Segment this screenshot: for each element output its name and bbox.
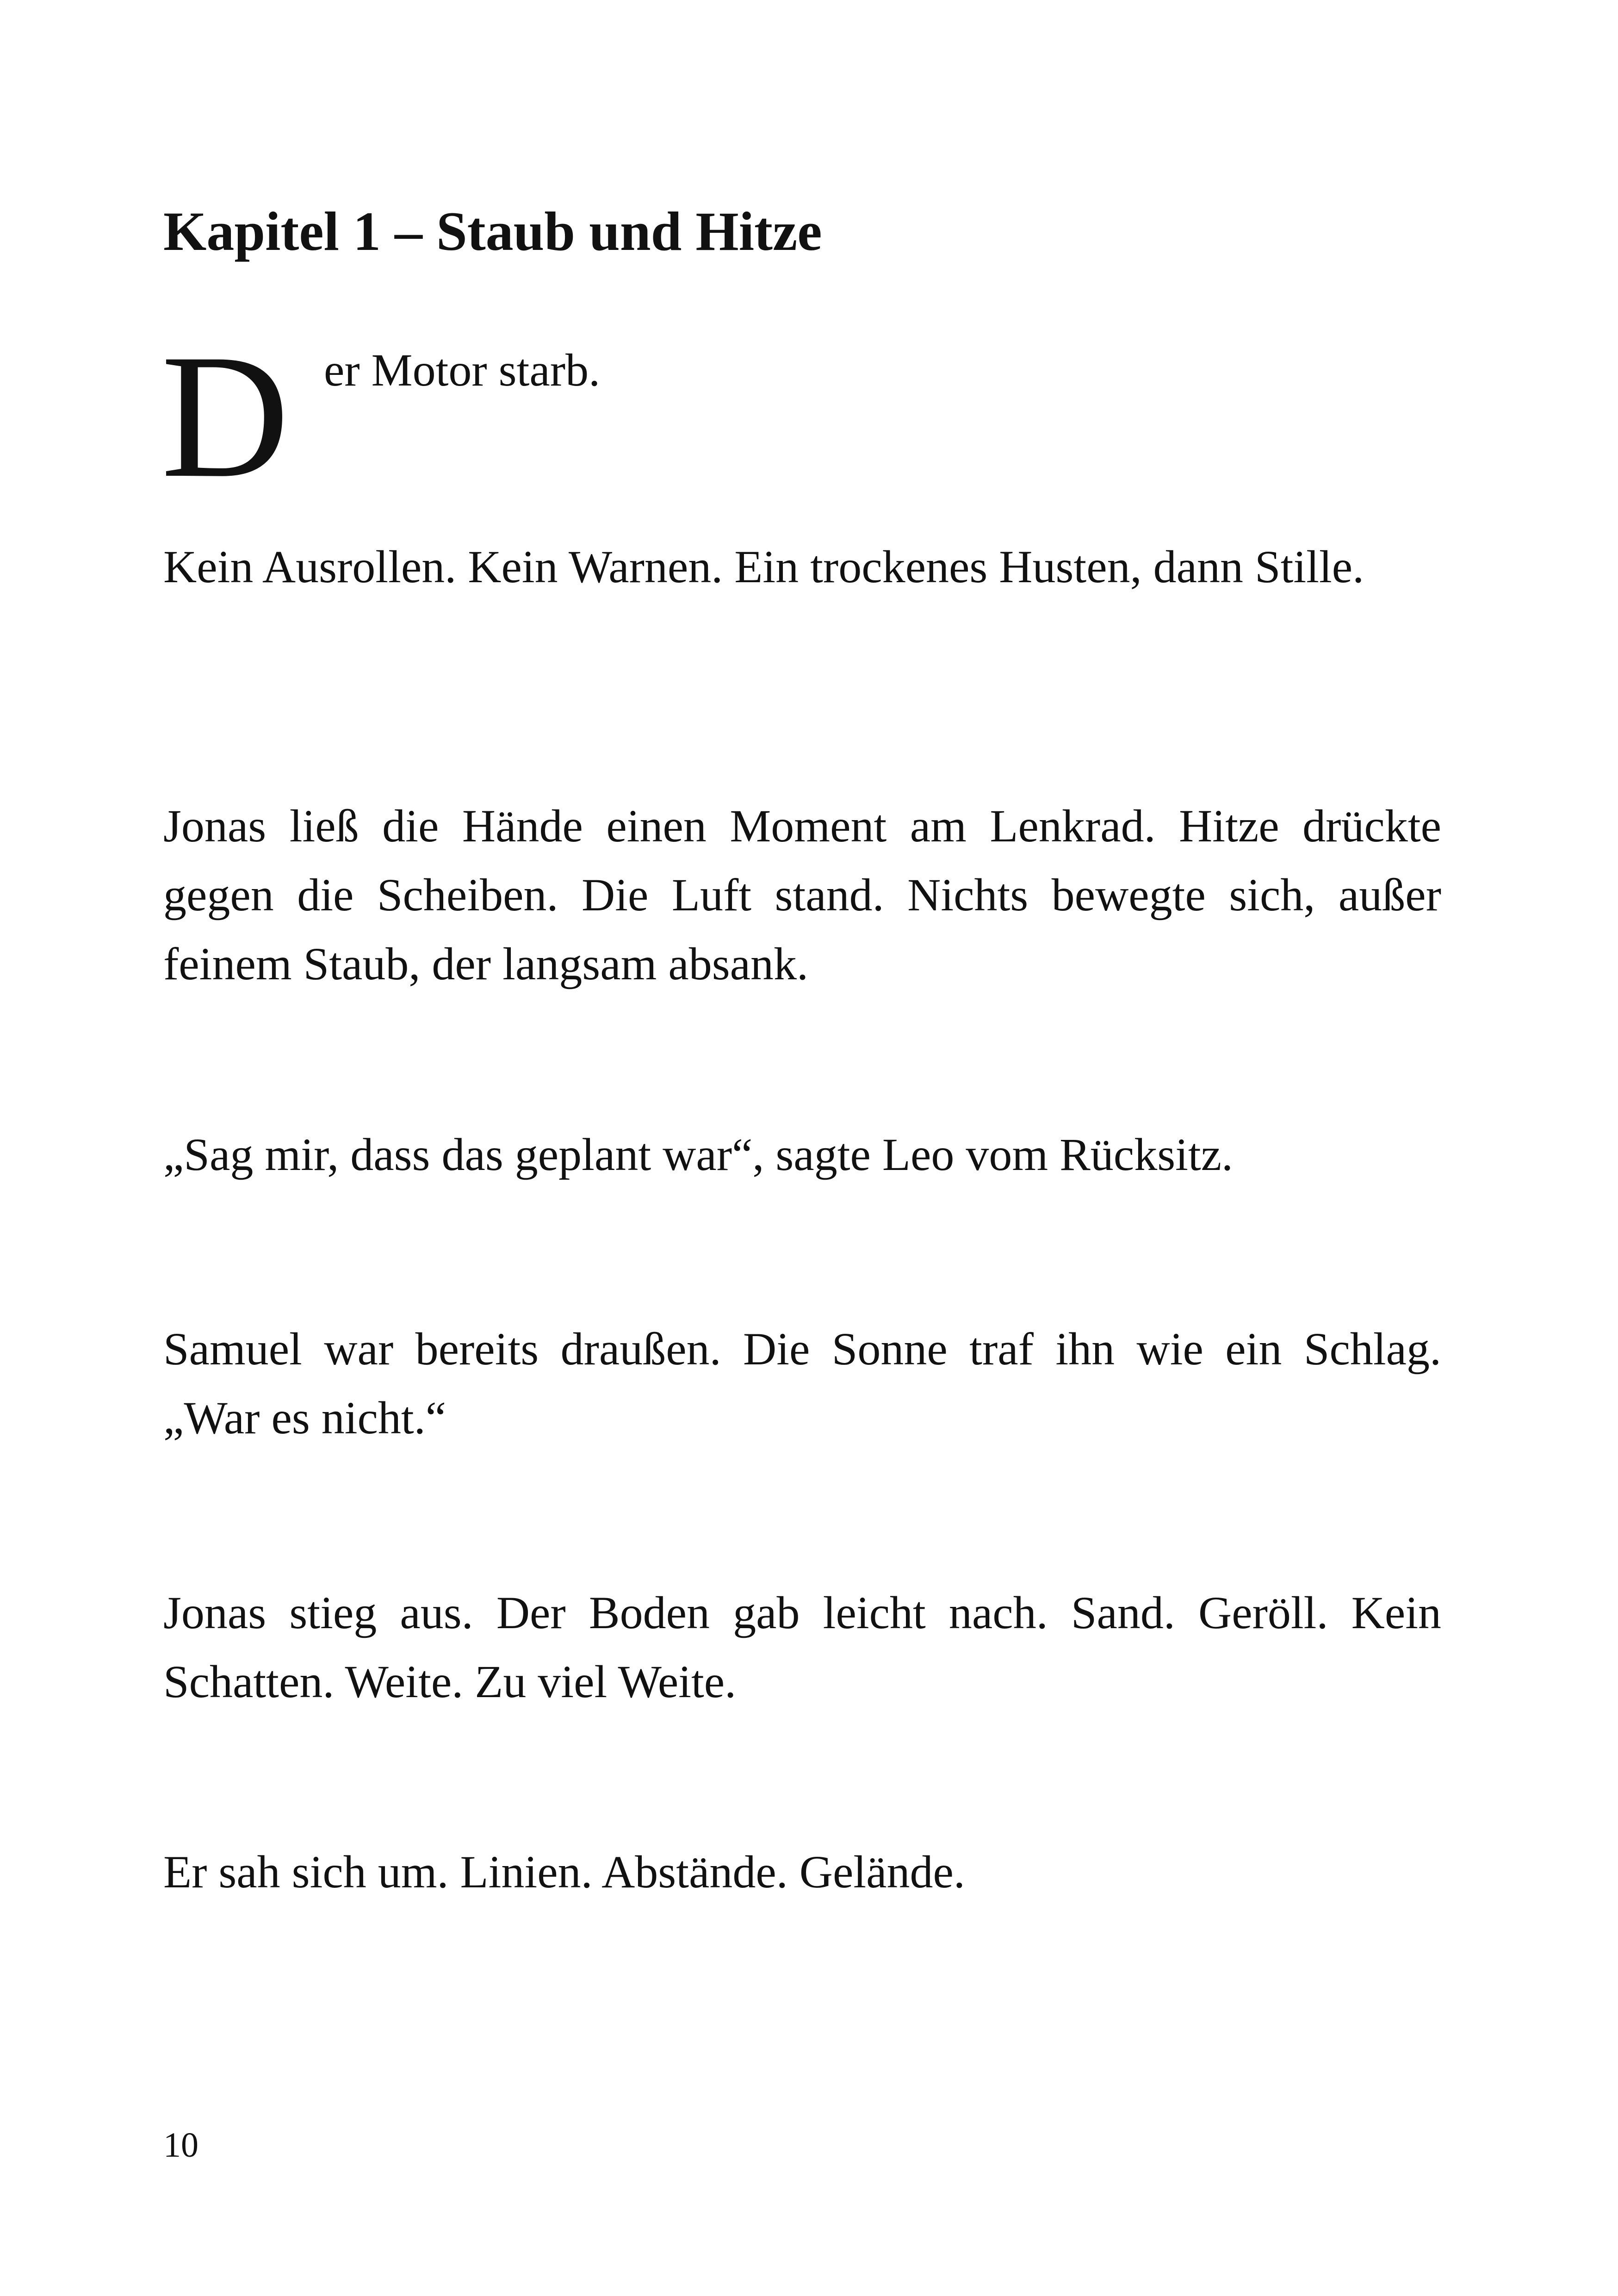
paragraph-2: Jonas ließ die Hände einen Moment am Lenkrad. Hitze drückte gegen die Scheiben. Die Luft stand. Nichts bewegte sich, außer feinem Staub, der langsam absank. <box>163 800 1441 989</box>
paragraph-1: Kein Ausrollen. Kein Warnen. Ein trockenes Husten, dann Stille. <box>163 541 1364 592</box>
opening-line: er Motor starb. <box>324 344 601 396</box>
paragraph-4: Samuel war bereits draußen. Die Sonne traf ihn wie ein Schlag. „War es nicht.“ <box>163 1323 1441 1444</box>
chapter-title: Kapitel 1 – Staub und Hitze <box>163 200 822 262</box>
paragraph-5: Jonas stieg aus. Der Boden gab leicht nach. Sand. Geröll. Kein Schatten. Weite. Zu viel Weite. <box>163 1587 1441 1707</box>
drop-cap: D <box>161 318 290 515</box>
paragraph-3: „Sag mir, dass das geplant war“, sagte Leo vom Rücksitz. <box>163 1129 1234 1180</box>
page-number: 10 <box>163 2126 198 2165</box>
paragraph-6: Er sah sich um. Linien. Abstände. Gelände. <box>163 1846 965 1898</box>
